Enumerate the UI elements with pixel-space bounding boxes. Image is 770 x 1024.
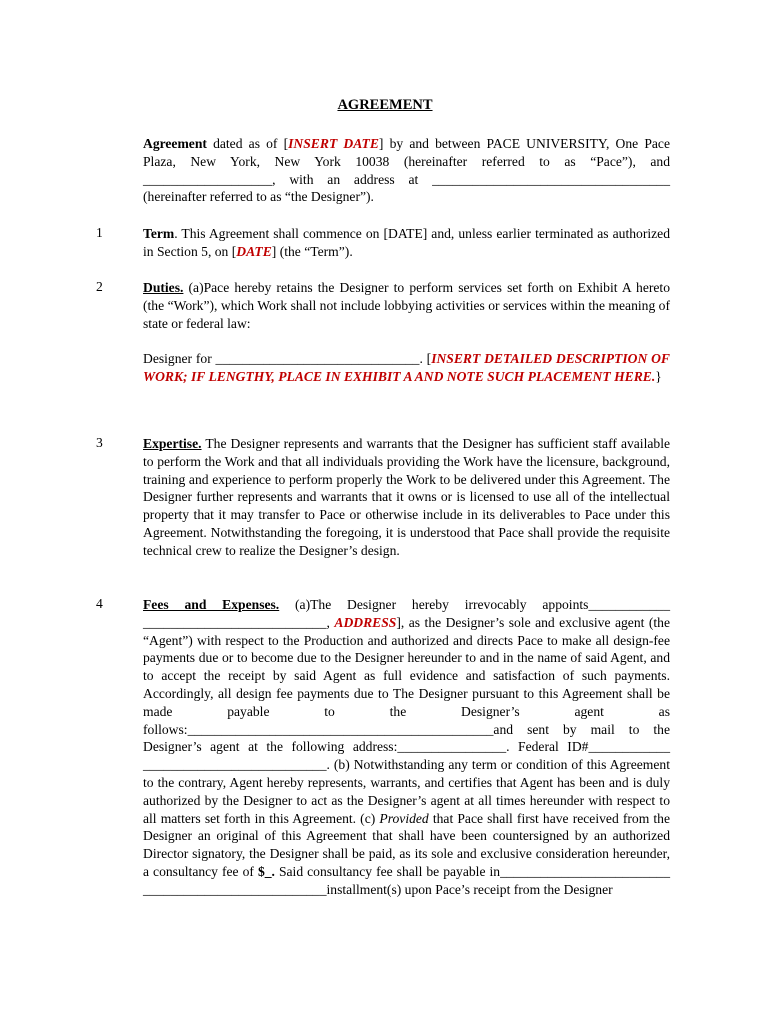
section-3-heading: Expertise. [143, 436, 202, 451]
section-4-heading: Fees and Expenses. [143, 597, 280, 612]
section-3-expertise: Expertise. The Designer represents and warrants that the Designer has sufficient staff available to perform the Work and that all individuals providing the Work have the licensure, background, training and experience to perform properly the Work to be delivered under this Agreement. The Designer further represents and warrants that it owns or is licensed to use all of the intellectual property that it may transfer to Pace or otherwise include in its deliverables to Pace under this Agreement. Notwithstanding the foregoing, it is understood that Pace shall provide the requisite technical crew to realize the Designer’s design. [143, 436, 670, 558]
section-4-fees: Fees and Expenses. (a)The Designer hereby irrevocably appoints____________ ___________________________, ADDRESS], as the Designer’s sole and exclusive agent (the “Agent”) with respect to the Production and authorized and directs Pace to make all design-fee payments due or to become due to the Designer hereunder to and in the name of said Agent, and to accept the receipt by said Agent as full evidence and satisfaction of such payments. Accordingly, all design fee payments due to The Designer pursuant to this Agreement shall be made payable to the Designer’s agent as follows:_____________________________________________and sent by mail to the Designer’s agent at the following address:________________. Federal ID#____________ ___________________________. (b) Notwithstanding any term or condition of this Agreement to the contrary, Agent hereby represents, warrants, and certifies that Agent has been and is duly authorized by the Designer to act as the Designer’s agent at all times hereunder with respect to all matters set forth in this Agreement. (c) Provided that Pace shall first have received from the Designer an original of this Agreement that shall have been countersigned by an authorized Director signatory, the Designer shall be paid, as its sole and exclusive consideration hereunder, a consultancy fee of $_. Said consultancy fee shall be payable in_________________________ ___________________________installment(s) upon Pace’s receipt from the Designer [143, 597, 671, 897]
intro-paragraph: Agreement dated as of [INSERT DATE] by and between PACE UNIVERSITY, One Pace Plaza, New York, New York 10038 (hereinafter referred to as “Pace”), and ___________________, with an address at ___________________________________ (hereinafter referred to as “the Designer”). [143, 136, 670, 205]
agent-address-blank: ________________ [397, 739, 507, 755]
section-3-number: 3 [96, 435, 103, 450]
designer-for-paragraph: Designer for ______________________________. [INSERT DETAILED DESCRIPTION OF WORK; IF LENGTHY, PLACE IN EXHIBIT A AND NOTE SUCH PLACEMENT HERE.} [143, 351, 670, 384]
agreement-label: Agreement [143, 136, 207, 151]
work-description-blank: ______________________________ [215, 351, 420, 366]
designer-name-blank: ___________________ [143, 171, 273, 187]
installments-count-blank: ___________________________ [143, 881, 327, 897]
address-placeholder: ADDRESS [334, 614, 397, 630]
section-2-heading: Duties. [143, 280, 184, 295]
insert-date-placeholder: INSERT DATE [288, 136, 379, 151]
section-2-number: 2 [96, 279, 103, 294]
section-1-term: Term. This Agreement shall commence on [DATE] and, unless earlier terminated as authorized in Section 5, on [DATE] (the “Term”). [143, 226, 670, 259]
section-2-duties: Duties. (a)Pace hereby retains the Designer to perform services set forth on Exhibit A hereto (the “Work”), which Work shall not include lobbying activities or services within the meaning of state or federal law: [143, 280, 670, 331]
document-title: AGREEMENT [337, 97, 433, 113]
federal-id-blank: ____________ ___________________________ [143, 739, 670, 773]
agent-name-blank: ____________ ___________________________ [143, 597, 671, 630]
insert-description-placeholder: INSERT DETAILED DESCRIPTION OF WORK; IF LENGTHY, PLACE IN EXHIBIT A AND NOTE SUCH PLACEMENT HERE. [143, 351, 670, 384]
designer-address-blank: ___________________________________ [432, 171, 670, 187]
installments-blank: _________________________ [500, 863, 670, 879]
section-1-number: 1 [96, 225, 103, 240]
provided-term: Provided [379, 810, 429, 826]
fee-amount: $_. [257, 863, 275, 879]
section-1-heading: Term [143, 226, 175, 241]
payee-blank: _____________________________________________ [187, 721, 494, 737]
date-placeholder: DATE [236, 243, 272, 259]
section-4-number: 4 [96, 596, 103, 611]
